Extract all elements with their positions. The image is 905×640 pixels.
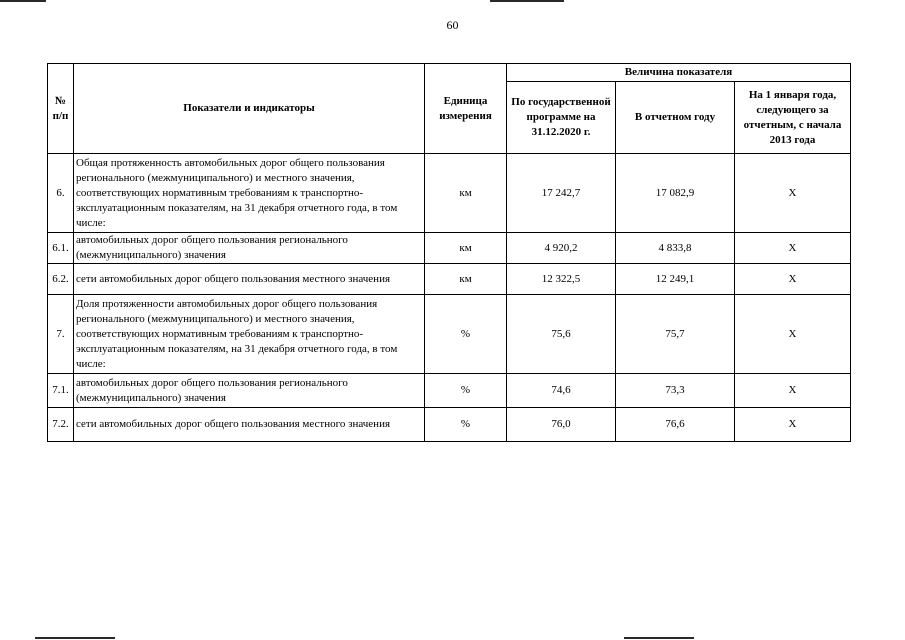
table-row [48,154,851,233]
row-indicator: Доля протяженности автомобильных дорог общего пользования регионального (межмуниципального) и местного значения, соответствующих нормативным требованиям к транспортно-эксплуатационным показателям, на 31 декабря отчетного года, в том числе: [74,295,425,374]
header-value-group: Величина показателя [507,64,851,82]
row-indicator: сети автомобильных дорог общего пользования местного значения [74,264,425,295]
row-num: 6. [48,154,74,233]
scan-line-bottom-left [35,637,115,639]
row-program-value: 76,0 [507,408,616,442]
row-unit: % [425,408,507,442]
row-program-value: 4 920,2 [507,233,616,264]
table-row [48,408,851,442]
row-unit: % [425,374,507,408]
header-indicator: Показатели и индикаторы [74,64,425,154]
header-program: По государственной программе на 31.12.2020 г. [507,82,616,154]
row-program-value: 17 242,7 [507,154,616,233]
header-report-year: В отчетном году [616,82,735,154]
table-row [48,295,851,374]
header-unit: Единица измерения [425,64,507,154]
row-report-year-value: 76,6 [616,408,735,442]
row-program-value: 75,6 [507,295,616,374]
row-report-year-value: 12 249,1 [616,264,735,295]
row-num: 7.2. [48,408,74,442]
row-indicator: автомобильных дорог общего пользования регионального (межмуниципального) значения [74,233,425,264]
row-jan1-value: X [735,154,851,233]
row-jan1-value: X [735,408,851,442]
row-num: 7. [48,295,74,374]
row-indicator: автомобильных дорог общего пользования регионального (межмуниципального) значения [74,374,425,408]
row-report-year-value: 4 833,8 [616,233,735,264]
row-unit: км [425,264,507,295]
row-indicator: сети автомобильных дорог общего пользования местного значения [74,408,425,442]
table-row [48,264,851,295]
scan-line-top-left [0,0,46,2]
row-program-value: 12 322,5 [507,264,616,295]
header-jan1: На 1 января года, следующего за отчетным, с начала 2013 года [735,82,851,154]
row-indicator: Общая протяженность автомобильных дорог общего пользования регионального (межмуниципального) и местного значения, соответствующих нормативным требованиям к транспортно-эксплуатационным показателям, на 31 декабря отчетного года, в том числе: [74,154,425,233]
row-report-year-value: 17 082,9 [616,154,735,233]
row-unit: км [425,154,507,233]
header-num: № п/п [48,64,74,154]
indicators-table [47,63,851,442]
page-number: 60 [446,18,459,32]
row-jan1-value: X [735,233,851,264]
row-jan1-value: X [735,374,851,408]
row-jan1-value: X [735,295,851,374]
table-row [48,374,851,408]
row-unit: км [425,233,507,264]
row-unit: % [425,295,507,374]
row-num: 6.2. [48,264,74,295]
scan-line-bottom-right [624,637,694,639]
row-num: 6.1. [48,233,74,264]
table-row [48,233,851,264]
scan-line-top-mid [490,0,564,2]
row-num: 7.1. [48,374,74,408]
row-report-year-value: 75,7 [616,295,735,374]
row-report-year-value: 73,3 [616,374,735,408]
row-program-value: 74,6 [507,374,616,408]
row-jan1-value: X [735,264,851,295]
